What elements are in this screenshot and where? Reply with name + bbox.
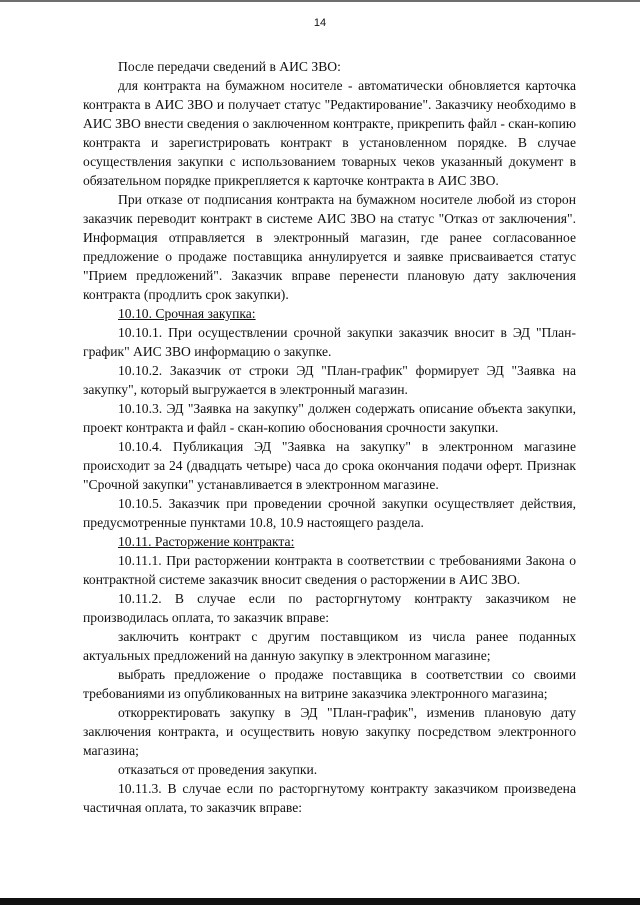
paragraph-intro: После передачи сведений в АИС ЗВО: <box>118 59 341 74</box>
list-item-adjust-purchase: откорректировать закупку в ЭД "План-график", изменив плановую дату заключения контракта, и осуществить новую закупку посредством электронного магазина; <box>83 705 576 758</box>
section-heading-contract-termination: 10.11. Расторжение контракта: <box>118 534 295 549</box>
document-body <box>83 57 576 817</box>
paragraph-paper-contract: для контракта на бумажном носителе - автоматически обновляется карточка контракта в АИС ЗВО и получает статус "Редактирование". Заказчику необходимо в АИС ЗВО внести сведения о заключенном контракте, прикрепить файл - скан-копию контракта и зарегистрировать контракт в установленном порядке. В случае осуществления закупки с использованием товарных чеков указанный документ в обязательном порядке прикрепляется к карточке контракта в АИС ЗВО. <box>83 78 576 188</box>
page-number: 14 <box>313 17 327 29</box>
scan-bottom-edge <box>0 898 640 905</box>
paragraph-10-11-1: 10.11.1. При расторжении контракта в соответствии с требованиями Закона о контрактной системе заказчик вносит сведения о расторжении в АИС ЗВО. <box>83 553 576 587</box>
list-item-choose-offer: выбрать предложение о продаже поставщика в соответствии со своими требованиями из опубликованных на витрине заказчика электронного магазина; <box>83 667 576 701</box>
section-heading-urgent-purchase: 10.10. Срочная закупка: <box>118 306 256 321</box>
paragraph-10-10-3: 10.10.3. ЭД "Заявка на закупку" должен содержать описание объекта закупки, проект контракта и файл - скан-копию обоснования срочности закупки. <box>83 401 576 435</box>
list-item-other-supplier: заключить контракт с другим поставщиком из числа ранее поданных актуальных предложений на данную закупку в электронном магазине; <box>83 629 576 663</box>
paragraph-10-11-3: 10.11.3. В случае если по расторгнутому контракту заказчиком произведена частичная оплата, то заказчик вправе: <box>83 781 576 815</box>
paragraph-10-10-1: 10.10.1. При осуществлении срочной закупки заказчик вносит в ЭД "План-график" АИС ЗВО информацию о закупке. <box>83 325 576 359</box>
scan-top-edge <box>0 0 640 2</box>
paragraph-refusal: При отказе от подписания контракта на бумажном носителе любой из сторон заказчик переводит контракт в системе АИС ЗВО на статус "Отказ от заключения". Информация отправляется в электронный магазин, где ранее согласованное предложение о продаже поставщика аннулируется и заявке присваивается статус "Прием предложений". Заказчик вправе перенести плановую дату заключения контракта (продлить срок закупки). <box>83 192 576 302</box>
list-item-cancel-purchase: отказаться от проведения закупки. <box>118 762 318 777</box>
paragraph-10-11-2: 10.11.2. В случае если по расторгнутому контракту заказчиком не производилась оплата, то заказчик вправе: <box>83 591 576 625</box>
paragraph-10-10-5: 10.10.5. Заказчик при проведении срочной закупки осуществляет действия, предусмотренные пунктами 10.8, 10.9 настоящего раздела. <box>83 496 576 530</box>
paragraph-10-10-4: 10.10.4. Публикация ЭД "Заявка на закупку" в электронном магазине происходит за 24 (двадцать четыре) часа до срока окончания подачи оферт. Признак "Срочной закупки" устанавливается в электронном магазине. <box>83 439 576 492</box>
paragraph-10-10-2: 10.10.2. Заказчик от строки ЭД "План-график" формирует ЭД "Заявка на закупку", который выгружается в электронный магазин. <box>83 363 576 397</box>
